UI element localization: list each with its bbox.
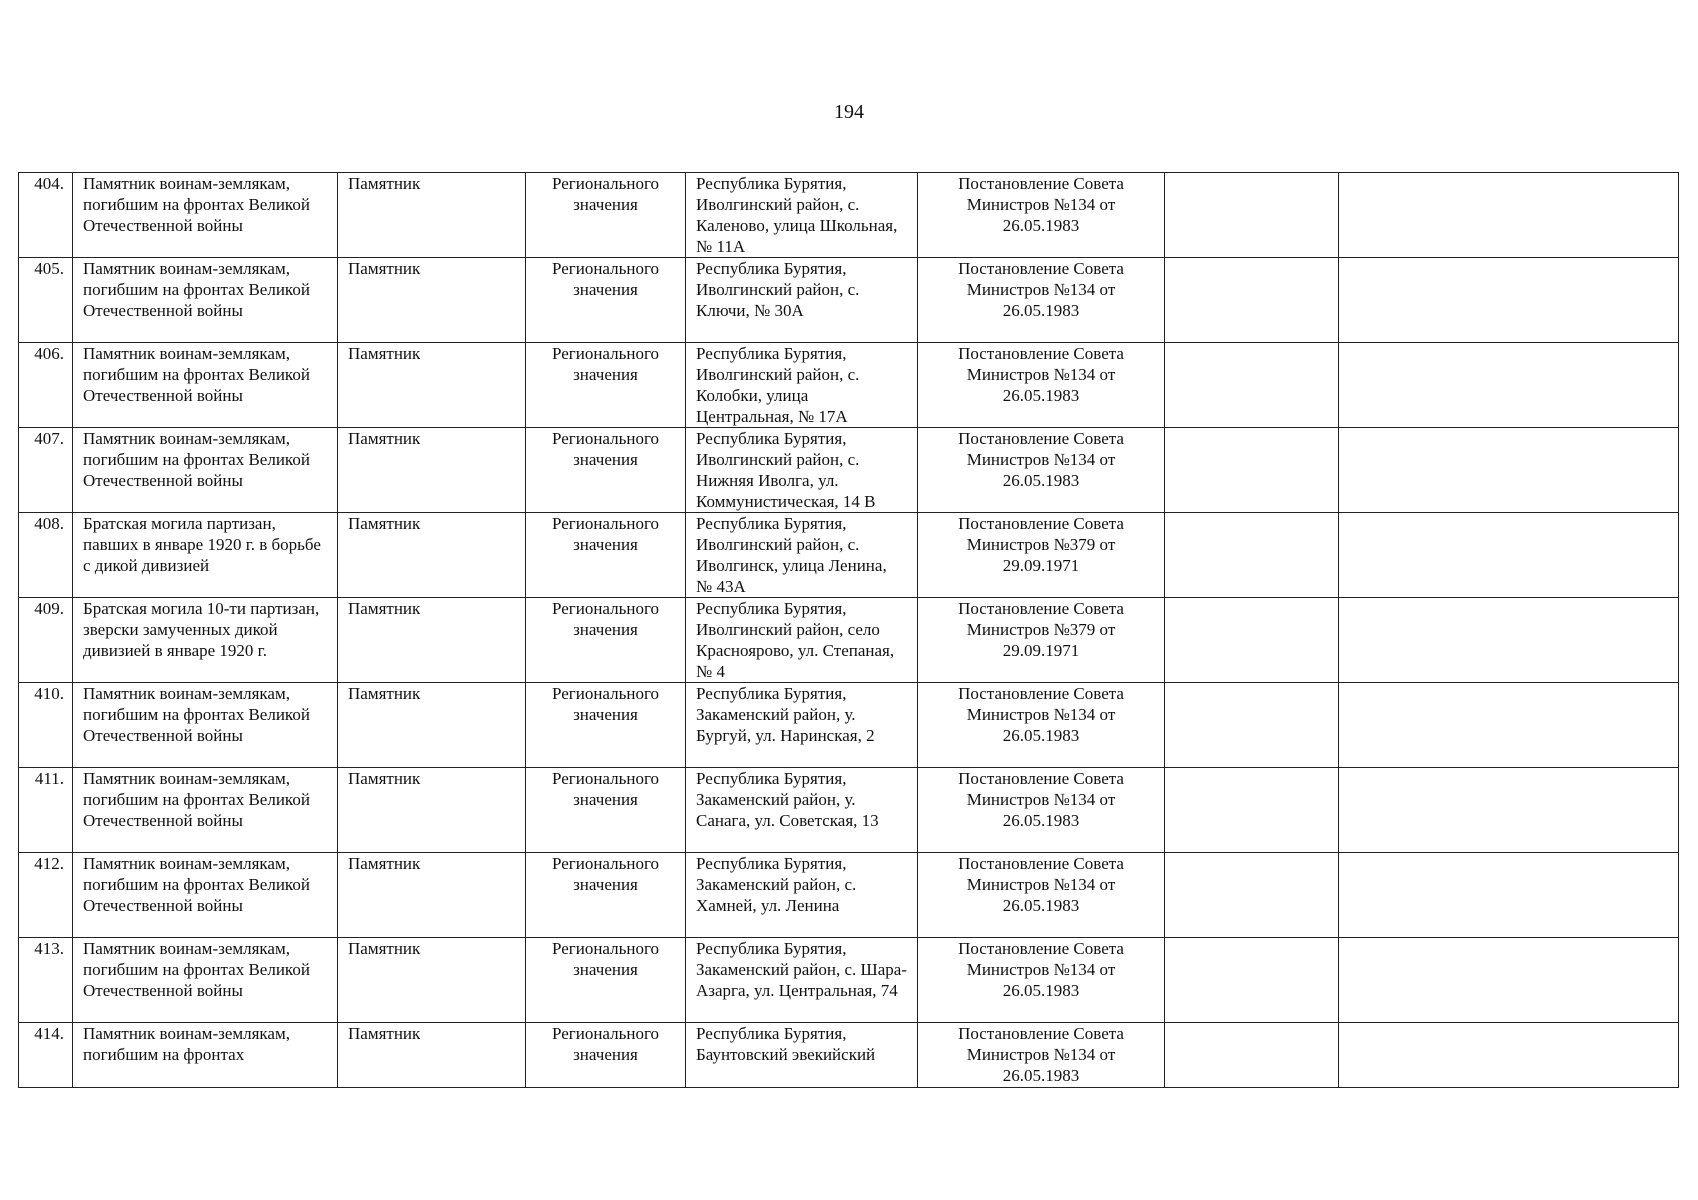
object-name-cell: Памятник воинам-землякам, погибшим на фронтах Великой Отечественной войны [73,683,338,768]
table-row [19,683,1679,768]
object-type-cell: Памятник [338,768,526,853]
address-cell: Республика Бурятия, Иволгинский район, с. Каленово, улица Школьная, № 11А [686,173,918,258]
significance-cell: Регионального значения [526,343,686,428]
address-cell: Республика Бурятия, Закаменский район, у. Санага, ул. Советская, 13 [686,768,918,853]
address-cell: Республика Бурятия, Иволгинский район, с. Нижняя Иволга, ул. Коммунистическая, 14 В [686,428,918,513]
significance-cell: Регионального значения [526,1023,686,1088]
empty-cell [1165,428,1339,513]
empty-cell [1165,513,1339,598]
empty-cell [1165,173,1339,258]
object-type-cell: Памятник [338,683,526,768]
significance-cell: Регионального значения [526,853,686,938]
address-cell: Республика Бурятия, Закаменский район, с. Хамней, ул. Ленина [686,853,918,938]
significance-cell: Регионального значения [526,938,686,1023]
empty-cell [1165,938,1339,1023]
empty-cell [1165,258,1339,343]
document-cell: Постановление Совета Министров №134 от 26.05.1983 [918,768,1165,853]
address-cell: Республика Бурятия, Закаменский район, у. Бургуй, ул. Наринская, 2 [686,683,918,768]
document-cell: Постановление Совета Министров №134 от 26.05.1983 [918,853,1165,938]
row-number: 406. [19,343,73,428]
object-name-cell: Памятник воинам-землякам, погибшим на фронтах Великой Отечественной войны [73,768,338,853]
table-row [19,258,1679,343]
document-cell: Постановление Совета Министров №134 от 26.05.1983 [918,343,1165,428]
row-number: 407. [19,428,73,513]
document-cell: Постановление Совета Министров №134 от 26.05.1983 [918,258,1165,343]
document-cell: Постановление Совета Министров №134 от 26.05.1983 [918,683,1165,768]
row-number: 410. [19,683,73,768]
object-name-cell: Памятник воинам-землякам, погибшим на фронтах [73,1023,338,1088]
object-name-cell: Памятник воинам-землякам, погибшим на фронтах Великой Отечественной войны [73,938,338,1023]
significance-cell: Регионального значения [526,768,686,853]
address-cell: Республика Бурятия, Иволгинский район, с. Ключи, № 30А [686,258,918,343]
empty-cell [1339,938,1679,1023]
object-name-cell: Памятник воинам-землякам, погибшим на фронтах Великой Отечественной войны [73,173,338,258]
object-name-cell: Братская могила 10-ти партизан, зверски замученных дикой дивизией в январе 1920 г. [73,598,338,683]
table-row [19,853,1679,938]
object-name-cell: Памятник воинам-землякам, погибшим на фронтах Великой Отечественной войны [73,258,338,343]
heritage-registry-table [18,172,1679,1088]
table-row [19,428,1679,513]
document-cell: Постановление Совета Министров №134 от 26.05.1983 [918,428,1165,513]
table-row [19,598,1679,683]
significance-cell: Регионального значения [526,513,686,598]
row-number: 414. [19,1023,73,1088]
object-type-cell: Памятник [338,173,526,258]
object-name-cell: Памятник воинам-землякам, погибшим на фронтах Великой Отечественной войны [73,853,338,938]
object-type-cell: Памятник [338,853,526,938]
address-cell: Республика Бурятия, Баунтовский эвекийский [686,1023,918,1088]
table-row [19,938,1679,1023]
significance-cell: Регионального значения [526,598,686,683]
document-cell: Постановление Совета Министров №134 от 26.05.1983 [918,173,1165,258]
table-row [19,768,1679,853]
row-number: 412. [19,853,73,938]
row-number: 413. [19,938,73,1023]
object-type-cell: Памятник [338,428,526,513]
empty-cell [1339,1023,1679,1088]
row-number: 405. [19,258,73,343]
significance-cell: Регионального значения [526,428,686,513]
table-row [19,1023,1679,1088]
object-type-cell: Памятник [338,938,526,1023]
row-number: 409. [19,598,73,683]
empty-cell [1339,428,1679,513]
address-cell: Республика Бурятия, Закаменский район, с. Шара-Азарга, ул. Центральная, 74 [686,938,918,1023]
object-name-cell: Памятник воинам-землякам, погибшим на фронтах Великой Отечественной войны [73,343,338,428]
empty-cell [1339,683,1679,768]
empty-cell [1165,598,1339,683]
object-type-cell: Памятник [338,598,526,683]
page-number: 194 [834,101,864,123]
empty-cell [1165,1023,1339,1088]
empty-cell [1339,513,1679,598]
table-row [19,343,1679,428]
empty-cell [1165,343,1339,428]
row-number: 404. [19,173,73,258]
empty-cell [1165,768,1339,853]
row-number: 411. [19,768,73,853]
object-type-cell: Памятник [338,1023,526,1088]
document-cell: Постановление Совета Министров №379 от 29.09.1971 [918,598,1165,683]
empty-cell [1339,173,1679,258]
table-row [19,513,1679,598]
significance-cell: Регионального значения [526,683,686,768]
empty-cell [1339,258,1679,343]
empty-cell [1339,768,1679,853]
significance-cell: Регионального значения [526,173,686,258]
object-name-cell: Братская могила партизан, павших в январе 1920 г. в борьбе с дикой дивизией [73,513,338,598]
empty-cell [1339,598,1679,683]
object-type-cell: Памятник [338,513,526,598]
empty-cell [1165,853,1339,938]
document-cell: Постановление Совета Министров №379 от 29.09.1971 [918,513,1165,598]
row-number: 408. [19,513,73,598]
empty-cell [1339,853,1679,938]
significance-cell: Регионального значения [526,258,686,343]
object-name-cell: Памятник воинам-землякам, погибшим на фронтах Великой Отечественной войны [73,428,338,513]
document-cell: Постановление Совета Министров №134 от 26.05.1983 [918,1023,1165,1088]
registry-table-body [19,173,1679,1088]
empty-cell [1165,683,1339,768]
address-cell: Республика Бурятия, Иволгинский район, с. Колобки, улица Центральная, № 17А [686,343,918,428]
object-type-cell: Памятник [338,343,526,428]
address-cell: Республика Бурятия, Иволгинский район, село Красноярово, ул. Степаная, № 4 [686,598,918,683]
object-type-cell: Памятник [338,258,526,343]
empty-cell [1339,343,1679,428]
address-cell: Республика Бурятия, Иволгинский район, с. Иволгинск, улица Ленина, № 43А [686,513,918,598]
document-cell: Постановление Совета Министров №134 от 26.05.1983 [918,938,1165,1023]
table-row [19,173,1679,258]
